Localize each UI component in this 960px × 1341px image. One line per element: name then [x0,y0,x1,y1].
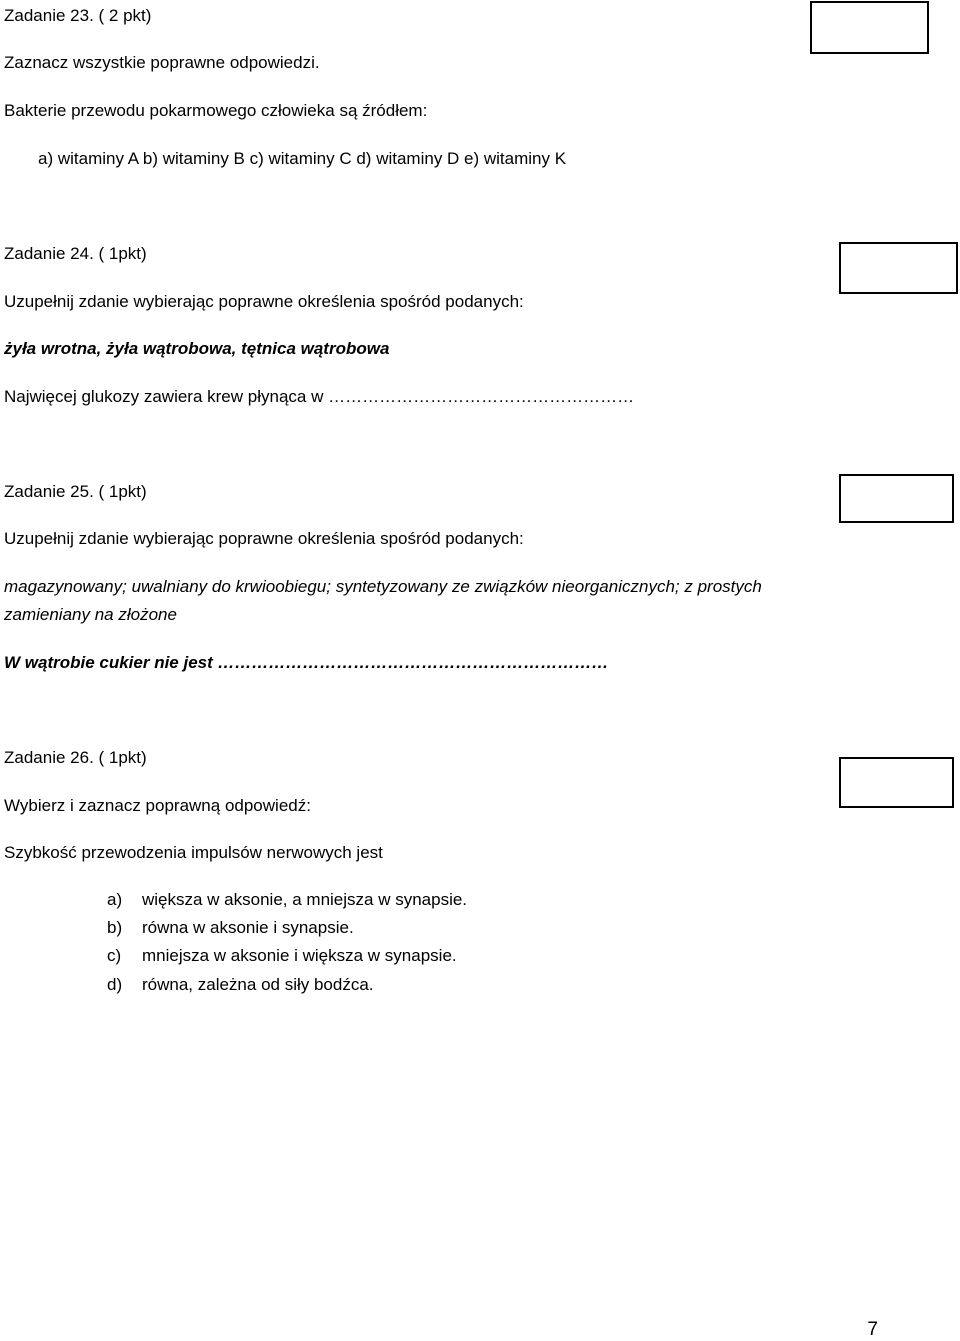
q24-instruction: Uzupełnij zdanie wybierając poprawne określenia spośród podanych: [4,292,524,311]
q26-option-a[interactable] [107,889,467,911]
q23-options: a) witaminy A b) witaminy B c) witaminy C d) witaminy D e) witaminy K [38,149,567,168]
option-letter: c) [107,946,122,965]
q25-terms-line2: zamieniany na złożone [4,605,177,624]
option-text: mniejsza w aksonie i większa w synapsie. [142,946,457,965]
q25-terms-line1: magazynowany; uwalniany do krwioobiegu; syntetyzowany ze związków nieorganicznych; z prostych [4,577,762,596]
q23-title: Zadanie 23. ( 2 pkt) [4,6,152,25]
q24-terms: żyła wrotna, żyła wątrobowa, tętnica wątrobowa [4,339,390,358]
q24-title: Zadanie 24. ( 1pkt) [4,244,147,263]
q26-question: Szybkość przewodzenia impulsów nerwowych jest [4,843,383,862]
q26-option-c[interactable] [107,945,457,967]
q25-instruction: Uzupełnij zdanie wybierając poprawne określenia spośród podanych: [4,529,524,548]
q25-score-box[interactable] [839,474,954,523]
q25-title: Zadanie 25. ( 1pkt) [4,482,147,501]
q25-sentence: W wątrobie cukier nie jest …………………………………………………………… [4,653,609,672]
q26-title: Zadanie 26. ( 1pkt) [4,748,147,767]
q26-instruction: Wybierz i zaznacz poprawną odpowiedź: [4,796,311,815]
option-letter: d) [107,975,123,994]
page-number: 7 [867,1319,878,1340]
option-text: równa w aksonie i synapsie. [142,918,354,937]
q26-score-box[interactable] [839,757,954,808]
option-text: równa, zależna od siły bodźca. [142,975,374,994]
q26-option-b[interactable] [107,917,354,939]
q24-score-box[interactable] [839,242,958,294]
q23-question: Bakterie przewodu pokarmowego człowieka są źródłem: [4,101,428,120]
option-text: większa w aksonie, a mniejsza w synapsie. [142,890,468,909]
option-letter: b) [107,918,123,937]
q23-score-box[interactable] [810,1,929,54]
q24-sentence: Najwięcej glukozy zawiera krew płynąca w ……………………………………………… [4,387,635,406]
option-letter: a) [107,890,123,909]
q23-instruction: Zaznacz wszystkie poprawne odpowiedzi. [4,53,320,72]
q26-option-d[interactable] [107,974,374,996]
